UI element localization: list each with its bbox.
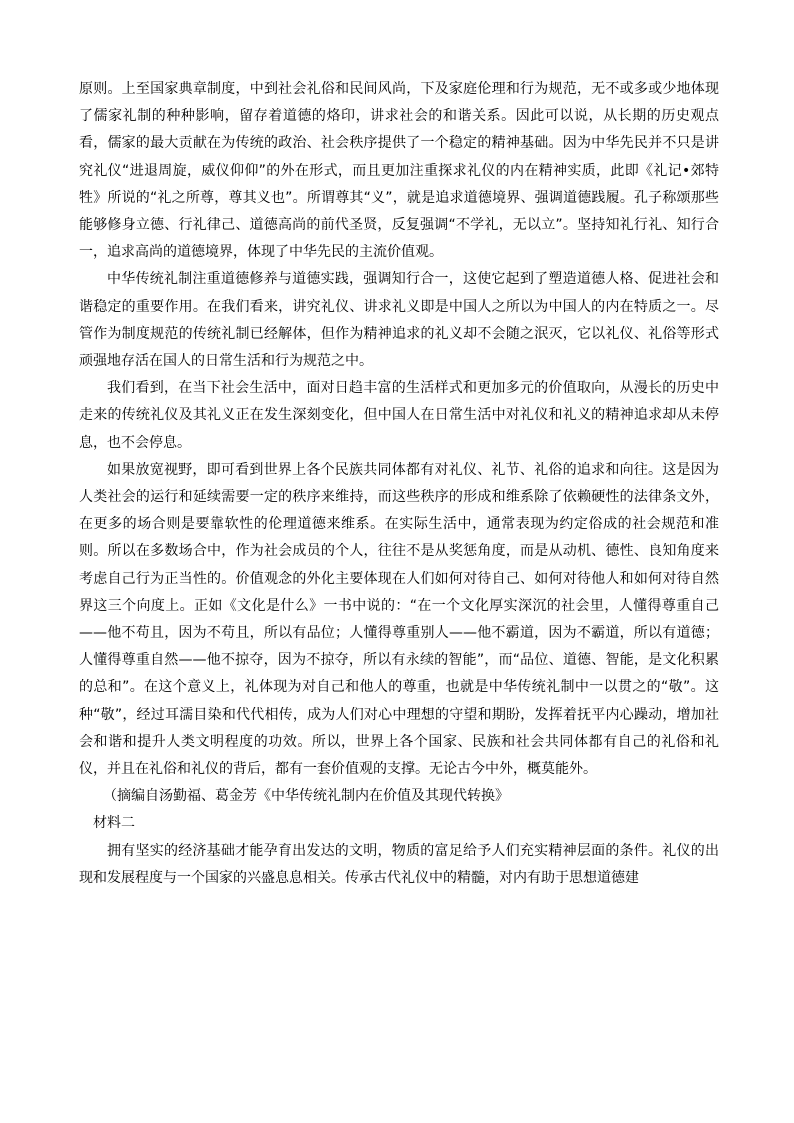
source-citation: （摘编自汤勤福、葛金芳《中华传统礼制内在价值及其现代转换》 [103,788,509,805]
paragraph-1: 原则。上至国家典章制度，中到社会礼俗和民间风尚，下及家庭伦理和行为规范，无不或多或少地体现了儒家礼制的种种影响，留存着道德的烙印，讲求社会的和谐关系。因此可以说，从长期的历史观点看，儒家的最大贡献在为传统的政治、社会秩序提供了一个稳定的精神基础。因为中华先民并不只是讲究礼仪“进退周旋，威仪仰仰”的外在形式，而且更加注重探求礼仪的内在精神实质，此即《礼记•郊特牲》所说的“礼之所尊，尊其义也”。所谓尊其“义”，就是追求道德境界、强调道德践履。孔子称颂那些能够修身立德、行礼律己、道德高尚的前代圣贤，反复强调“不学礼，无以立”。坚持知礼行礼、知行合一，追求高尚的道德境界，体现了中华先民的主流价值观。 [79,81,719,261]
paragraph-2: 中华传统礼制注重道德修养与道德实践，强调知行合一，这使它起到了塑造道德人格、促进社会和谐稳定的重要作用。在我们看来，讲究礼仪、讲求礼义即是中国人之所以为中国人的内在特质之一。尽管作为制度规范的传统礼制已经解体，但作为精神追求的礼义却不会随之泯灭，它以礼仪、礼俗等形式顽强地存活在国人的日常生活和行为规范之中。 [79,271,719,370]
material-two-paragraph: 拥有坚实的经济基础才能孕育出发达的文明，物质的富足给予人们充实精神层面的条件。礼仪的出现和发展程度与一个国家的兴盛息息相关。传承古代礼仪中的精髓，对内有助于思想道德建 [79,842,719,886]
paragraph-3: 我们看到，在当下社会生活中，面对日趋丰富的生活样式和更加多元的价值取向，从漫长的历史中走来的传统礼仪及其礼义正在发生深刻变化，但中国人在日常生活中对礼仪和礼义的精神追求却从未停息，也不会停息。 [79,380,719,451]
article-body [79,76,719,892]
material-two-label: 材料二 [93,815,135,832]
paragraph-4: 如果放宽视野，即可看到世界上各个民族共同体都有对礼仪、礼节、礼俗的追求和向往。这是因为人类社会的运行和延续需要一定的秩序来维持，而这些秩序的形成和维系除了依赖硬性的法律条文外，在更多的场合则是要靠软性的伦理道德来维系。在实际生活中，通常表现为约定俗成的社会规范和准则。所以在多数场合中，作为社会成员的个人，往往不是从奖惩角度，而是从动机、德性、良知角度来考虑自己行为正当性的。价值观念的外化主要体现在人们如何对待自己、如何对待他人和如何对待自然界这三个向度上。正如《文化是什么》一书中说的：“在一个文化厚实深沉的社会里，人懂得尊重自己——他不苟且，因为不苟且，所以有品位；人懂得尊重别人——他不霸道，因为不霸道，所以有道德；人懂得尊重自然——他不掠夺，因为不掠夺，所以有永续的智能”，而“品位、道德、智能，是文化积累的总和”。在这个意义上，礼体现为对自己和他人的尊重，也就是中华传统礼制中一以贯之的“敬”。这种“敬”，经过耳濡目染和代代相传，成为人们对心中理想的守望和期盼，发挥着抚平内心躁动，增加社会和谐和提升人类文明程度的功效。所以，世界上各个国家、民族和社会共同体都有自己的礼俗和礼仪，并且在礼俗和礼仪的背后，都有一套价值观的支撑。无论古今中外，概莫能外。 [79,461,719,778]
